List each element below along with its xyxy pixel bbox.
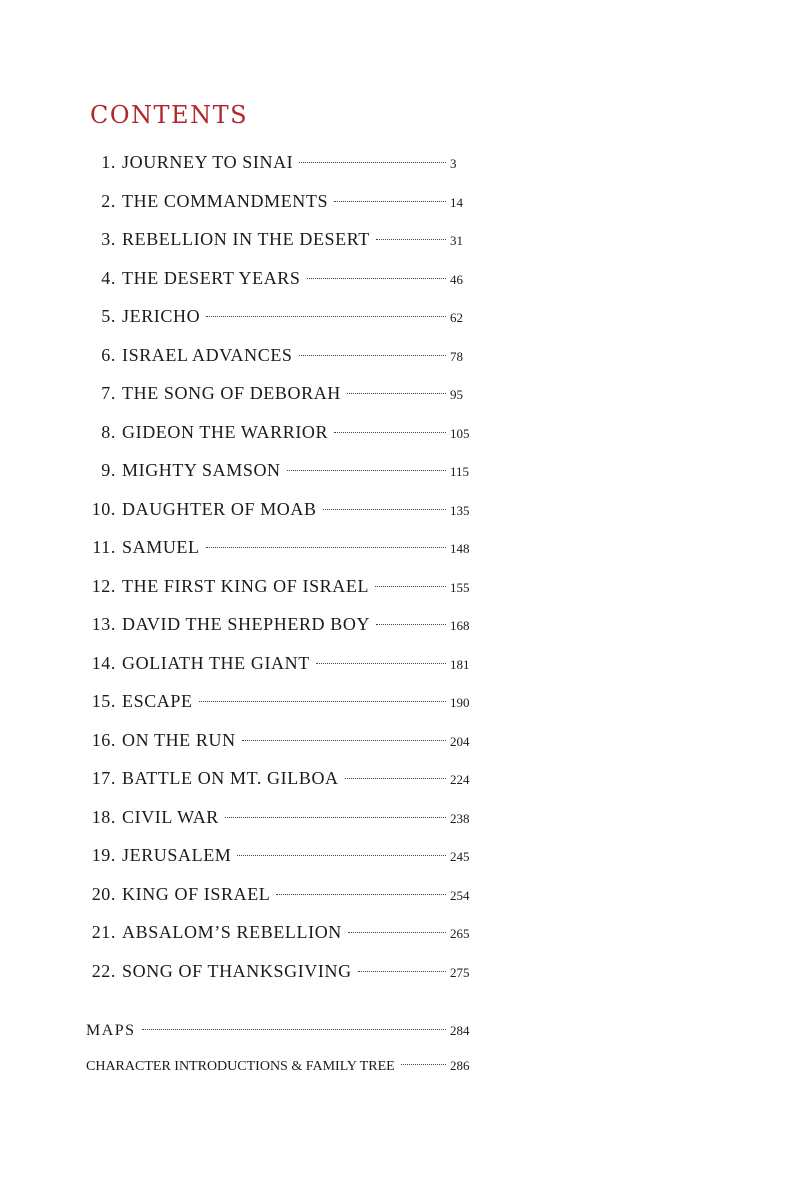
toc-entry[interactable] [86,499,476,538]
dot-leader [334,432,446,433]
page-number: 190 [450,695,470,710]
toc-entry[interactable] [86,268,476,307]
chapter-number: 21. [91,922,116,942]
page-number: 275 [450,964,470,980]
dot-leader [345,778,446,779]
chapter-number: 13. [91,614,116,634]
back-matter-list [86,1022,476,1094]
chapter-title: GOLIATH THE GIANT [122,652,310,673]
dot-leader [334,201,446,202]
dot-leader [299,355,446,356]
toc-entry[interactable] [86,961,476,1000]
page-number: 254 [450,887,470,903]
dot-leader [142,1029,446,1030]
page-title: contents [90,92,249,132]
chapter-title: THE SONG OF DEBORAH [122,383,341,403]
page-number: 265 [450,926,470,941]
toc-entry[interactable] [86,922,476,961]
page-number: 31 [450,233,463,248]
page-number: 115 [450,464,470,479]
toc-entry[interactable] [86,422,476,461]
page-number: 238 [450,810,470,826]
dot-leader [323,509,446,510]
dot-leader [206,316,446,317]
chapter-number: 12. [91,575,116,596]
back-matter-title: CHARACTER INTRODUCTIONS & FAMILY TREE [86,1059,395,1074]
chapter-title: BATTLE ON MT. GILBOA [122,768,339,788]
toc-entry[interactable] [86,576,476,615]
page-number: 3 [450,156,457,171]
chapter-title: KING OF ISRAEL [122,883,271,904]
chapter-number: 15. [91,691,116,711]
toc-entry[interactable] [86,845,476,884]
page-number: 62 [450,310,463,325]
toc-entry[interactable] [86,691,476,730]
toc-entry[interactable] [86,768,476,807]
chapter-title: THE FIRST KING OF ISRAEL [122,575,370,596]
dot-leader [225,817,446,818]
back-matter-title: MAPS [86,1022,136,1039]
dot-leader [206,547,446,548]
toc-entry[interactable] [86,191,476,230]
toc-entry[interactable] [86,614,476,653]
page-number: 148 [450,541,470,556]
chapter-number: 9. [101,460,116,480]
dot-leader [376,624,446,625]
toc-entry[interactable] [86,653,476,692]
chapter-title: JOURNEY TO SINAI [122,152,294,172]
toc-entry[interactable] [86,345,476,384]
chapter-number: 14. [91,652,116,673]
chapter-title: THE DESERT YEARS [122,267,301,288]
dot-leader [376,239,446,240]
chapter-title: JERICHO [122,306,201,326]
page-number: 204 [450,733,470,749]
chapter-number: 2. [101,190,116,211]
toc-entry[interactable] [86,152,476,191]
chapter-title: JERUSALEM [122,845,232,865]
page-number: 78 [450,348,463,364]
chapter-number: 20. [91,883,116,904]
chapter-number: 7. [101,383,116,403]
chapter-list [86,152,476,999]
page-number: 284 [450,1023,470,1038]
toc-entry[interactable] [86,730,476,769]
chapter-number: 1. [101,152,116,172]
chapter-number: 16. [91,729,116,750]
chapter-title: CIVIL WAR [122,806,219,827]
toc-entry[interactable] [86,306,476,345]
page-number: 135 [450,502,470,518]
dot-leader [237,855,446,856]
toc-entry[interactable] [86,460,476,499]
dot-leader [307,278,446,279]
page-number: 14 [450,194,463,210]
chapter-number: 22. [91,960,116,981]
chapter-title: THE COMMANDMENTS [122,190,329,211]
chapter-number: 5. [101,306,116,326]
chapter-number: 3. [101,229,116,249]
toc-entry[interactable] [86,383,476,422]
toc-entry-character-introductions[interactable] [86,1058,476,1094]
toc-entry-maps[interactable] [86,1022,476,1058]
chapter-title: REBELLION IN THE DESERT [122,229,370,249]
chapter-number: 10. [91,498,116,519]
toc-entry[interactable] [86,807,476,846]
chapter-title: SAMUEL [122,537,200,557]
chapter-title: SONG OF THANKSGIVING [122,960,352,981]
chapter-number: 4. [101,267,116,288]
chapter-title: ESCAPE [122,691,193,711]
toc-entry[interactable] [86,537,476,576]
chapter-title: MIGHTY SAMSON [122,460,281,480]
chapter-number: 19. [91,845,116,865]
page-number: 168 [450,618,470,633]
dot-leader [299,162,446,163]
dot-leader [287,470,446,471]
chapter-number: 6. [101,344,116,365]
chapter-number: 17. [91,768,116,788]
page-number: 245 [450,849,470,864]
dot-leader [316,663,446,664]
page-number: 46 [450,271,463,287]
dot-leader [375,586,446,587]
dot-leader [401,1064,446,1065]
chapter-title: ON THE RUN [122,729,236,750]
chapter-title: ISRAEL ADVANCES [122,344,293,365]
chapter-title: DAVID THE SHEPHERD BOY [122,614,371,634]
chapter-number: 18. [91,806,116,827]
dot-leader [358,971,446,972]
dot-leader [348,932,446,933]
toc-entry[interactable] [86,229,476,268]
page-number: 105 [450,425,470,441]
page-number: 224 [450,772,470,787]
chapter-title: ABSALOM’S REBELLION [122,922,342,942]
page-number: 181 [450,656,470,672]
chapter-number: 11. [92,537,116,557]
toc-entry[interactable] [86,884,476,923]
dot-leader [242,740,446,741]
dot-leader [199,701,446,702]
page-number: 286 [450,1058,470,1073]
dot-leader [347,393,446,394]
page-number: 155 [450,579,470,595]
chapter-title: GIDEON THE WARRIOR [122,421,329,442]
chapter-number: 8. [101,421,116,442]
page-number: 95 [450,387,463,402]
chapter-title: DAUGHTER OF MOAB [122,498,317,519]
dot-leader [276,894,446,895]
